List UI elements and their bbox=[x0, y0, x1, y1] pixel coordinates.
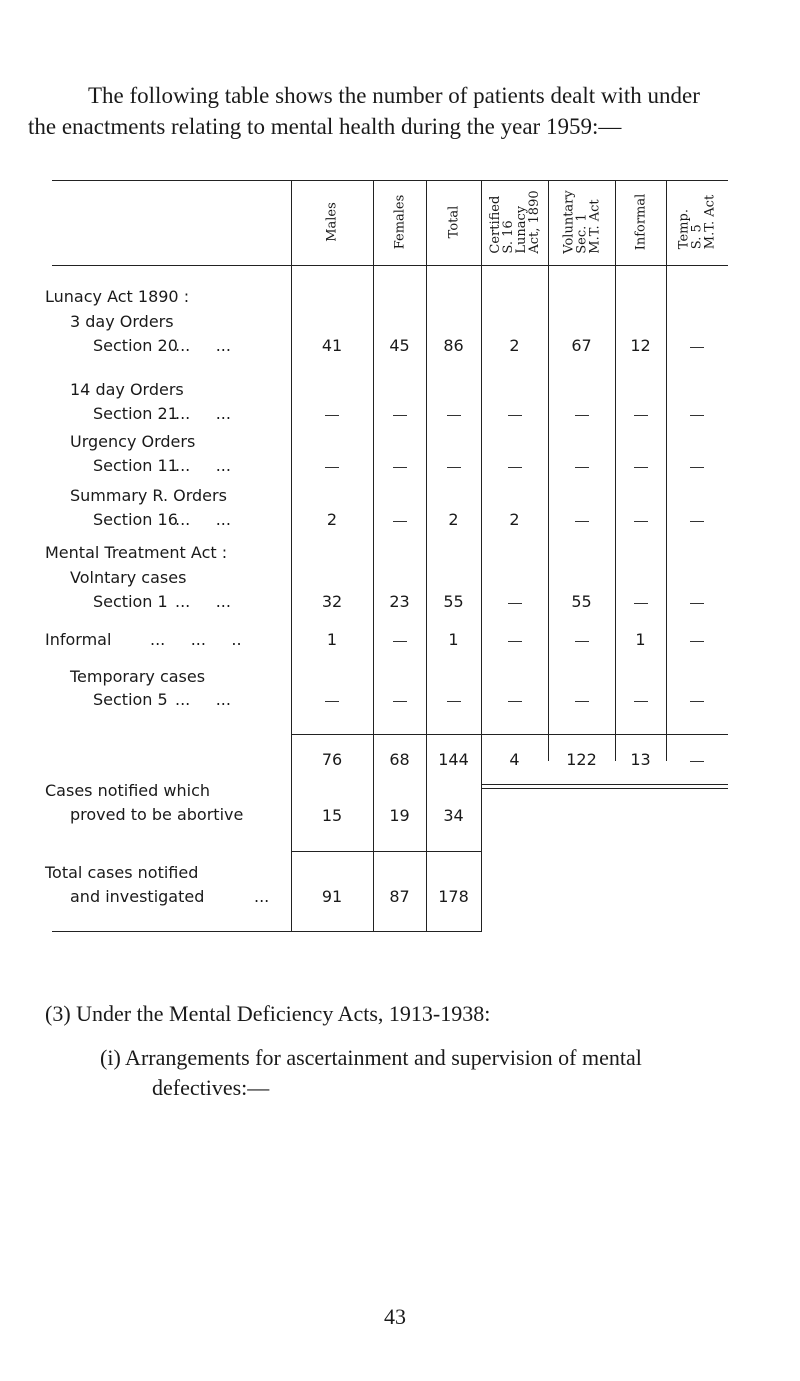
dash-cell bbox=[575, 415, 589, 416]
dash-cell bbox=[393, 521, 407, 522]
leader-dots: ... ... bbox=[175, 456, 231, 475]
data-cell: 55 bbox=[443, 592, 464, 611]
dash-cell bbox=[690, 701, 704, 702]
data-cell: 41 bbox=[321, 336, 343, 355]
dash-cell bbox=[690, 641, 704, 642]
table-bottom-rule bbox=[52, 931, 481, 932]
row-label: and investigated bbox=[70, 887, 205, 906]
column-header-line: Lunacy bbox=[513, 205, 529, 254]
dash-cell bbox=[393, 641, 407, 642]
column-rule bbox=[426, 180, 427, 932]
row-label: Cases notified which bbox=[45, 781, 210, 800]
data-cell: 2 bbox=[509, 336, 520, 355]
row-label: Section 11 bbox=[93, 456, 178, 475]
page-number: 43 bbox=[384, 1304, 406, 1329]
dash-cell bbox=[508, 701, 522, 702]
column-header-line: Voluntary bbox=[561, 190, 576, 254]
data-cell: 13 bbox=[630, 750, 651, 769]
row-label: Summary R. Orders bbox=[70, 486, 227, 505]
dash-cell bbox=[393, 701, 407, 702]
dash-cell bbox=[393, 467, 407, 468]
data-cell: 19 bbox=[389, 806, 410, 825]
item-i-line-1: (i) Arrangements for ascertainment and supervision of mental bbox=[100, 1045, 642, 1070]
data-cell: 12 bbox=[630, 336, 651, 355]
data-cell: 2 bbox=[448, 510, 459, 529]
dash-cell bbox=[447, 467, 461, 468]
leader-dots: ... ... bbox=[175, 336, 231, 355]
dash-cell bbox=[575, 641, 589, 642]
column-rule bbox=[481, 180, 482, 932]
row-label: Section 20 bbox=[93, 336, 178, 355]
data-cell: 67 bbox=[571, 336, 592, 355]
dash-cell bbox=[634, 603, 648, 604]
row-label: Lunacy Act 1890 : bbox=[45, 287, 190, 306]
data-cell: 32 bbox=[321, 592, 343, 611]
column-header-line: Females bbox=[392, 194, 407, 250]
data-cell: 144 bbox=[438, 750, 469, 769]
column-header bbox=[489, 190, 541, 253]
dash-cell bbox=[325, 415, 339, 416]
data-cell: 1 bbox=[635, 630, 646, 649]
column-header-line: M.T. Act bbox=[587, 199, 602, 254]
row-label: 3 day Orders bbox=[70, 312, 174, 331]
column-header-line: S. 16 bbox=[500, 220, 516, 254]
column-header-line: Males bbox=[324, 202, 340, 242]
column-header bbox=[634, 194, 647, 251]
data-cell: 68 bbox=[389, 750, 410, 769]
data-cell: 55 bbox=[571, 592, 592, 611]
dash-cell bbox=[634, 521, 648, 522]
section-3-heading: (3) Under the Mental Deficiency Acts, 1913-1938: bbox=[45, 1001, 491, 1026]
leader-dots: ... bbox=[254, 887, 270, 906]
dash-cell bbox=[325, 467, 339, 468]
column-header-line: S. 5 bbox=[689, 224, 705, 250]
data-cell: 23 bbox=[389, 592, 410, 611]
dash-cell bbox=[690, 415, 704, 416]
data-cell: 2 bbox=[509, 510, 520, 529]
column-rule bbox=[373, 180, 374, 932]
dash-cell bbox=[508, 641, 522, 642]
total-top-rule bbox=[291, 851, 481, 852]
leader-dots: ... ... bbox=[175, 592, 231, 611]
leader-dots: ... ... .. bbox=[150, 630, 242, 649]
row-label: Urgency Orders bbox=[70, 432, 196, 451]
column-header bbox=[678, 195, 717, 249]
intro-line-1: The following table shows the number of patients dealt with under bbox=[88, 83, 700, 108]
dash-cell bbox=[508, 467, 522, 468]
column-rule bbox=[548, 180, 549, 761]
column-header bbox=[393, 195, 406, 250]
column-rule bbox=[615, 180, 616, 761]
dash-cell bbox=[325, 701, 339, 702]
dash-cell bbox=[634, 701, 648, 702]
data-cell: 15 bbox=[321, 806, 343, 825]
row-label: 14 day Orders bbox=[70, 380, 184, 399]
dash-cell bbox=[634, 467, 648, 468]
dash-cell bbox=[634, 415, 648, 416]
column-header-line: M.T. Act bbox=[702, 194, 718, 250]
dash-cell bbox=[575, 467, 589, 468]
row-label: Informal bbox=[45, 630, 112, 649]
column-header bbox=[326, 202, 339, 242]
header-top-rule bbox=[52, 180, 728, 181]
dash-cell bbox=[447, 701, 461, 702]
dash-cell bbox=[690, 347, 704, 348]
dash-cell bbox=[575, 701, 589, 702]
data-cell: 122 bbox=[566, 750, 597, 769]
data-cell: 4 bbox=[509, 750, 520, 769]
column-header-line: Certified bbox=[487, 195, 503, 254]
dash-cell bbox=[508, 415, 522, 416]
column-header-line: Informal bbox=[633, 193, 648, 251]
header-bottom-rule bbox=[52, 265, 728, 266]
row-label: Section 1 bbox=[93, 592, 168, 611]
intro-line-2: the enactments relating to mental health during the year 1959:— bbox=[28, 114, 622, 139]
column-header-line: Total bbox=[446, 205, 461, 239]
dash-cell bbox=[690, 521, 704, 522]
row-label: proved to be abortive bbox=[70, 805, 244, 824]
leader-dots: ... ... bbox=[175, 690, 231, 709]
column-rule bbox=[666, 180, 667, 761]
dash-cell bbox=[690, 603, 704, 604]
column-rule bbox=[291, 180, 292, 932]
intro-paragraph bbox=[28, 80, 758, 142]
row-label: Section 5 bbox=[93, 690, 168, 709]
leader-dots: ... ... bbox=[175, 510, 231, 529]
subtotal-bottom-rule bbox=[481, 784, 728, 785]
data-cell: 91 bbox=[321, 887, 343, 906]
dash-cell bbox=[690, 467, 704, 468]
row-label: Mental Treatment Act : bbox=[45, 543, 228, 562]
data-cell: 76 bbox=[321, 750, 343, 769]
data-cell: 1 bbox=[326, 630, 338, 649]
row-label: Volntary cases bbox=[70, 568, 187, 587]
row-label: Section 21 bbox=[93, 404, 178, 423]
data-cell: 45 bbox=[389, 336, 410, 355]
dash-cell bbox=[575, 521, 589, 522]
data-cell: 1 bbox=[448, 630, 459, 649]
subtotal-bottom-rule-2 bbox=[481, 788, 728, 789]
data-cell: 86 bbox=[443, 336, 464, 355]
dash-cell bbox=[508, 603, 522, 604]
dash-cell bbox=[447, 415, 461, 416]
column-header-line: Sec. 1 bbox=[574, 213, 589, 254]
data-cell: 2 bbox=[326, 510, 338, 529]
leader-dots: ... ... bbox=[175, 404, 231, 423]
data-cell: 87 bbox=[389, 887, 410, 906]
data-cell: 34 bbox=[443, 806, 464, 825]
row-label: Section 16 bbox=[93, 510, 178, 529]
subtotal-top-rule bbox=[291, 734, 728, 735]
item-i-line-2: defectives:— bbox=[152, 1075, 270, 1100]
row-label: Total cases notified bbox=[45, 863, 199, 882]
column-header bbox=[447, 206, 460, 239]
column-header-line: Act, 1890 bbox=[526, 190, 542, 254]
row-label: Temporary cases bbox=[70, 667, 206, 686]
column-header bbox=[562, 190, 601, 253]
column-header-line: Temp. bbox=[676, 209, 692, 250]
dash-cell bbox=[393, 415, 407, 416]
data-cell: 178 bbox=[438, 887, 469, 906]
dash-cell bbox=[690, 761, 704, 762]
